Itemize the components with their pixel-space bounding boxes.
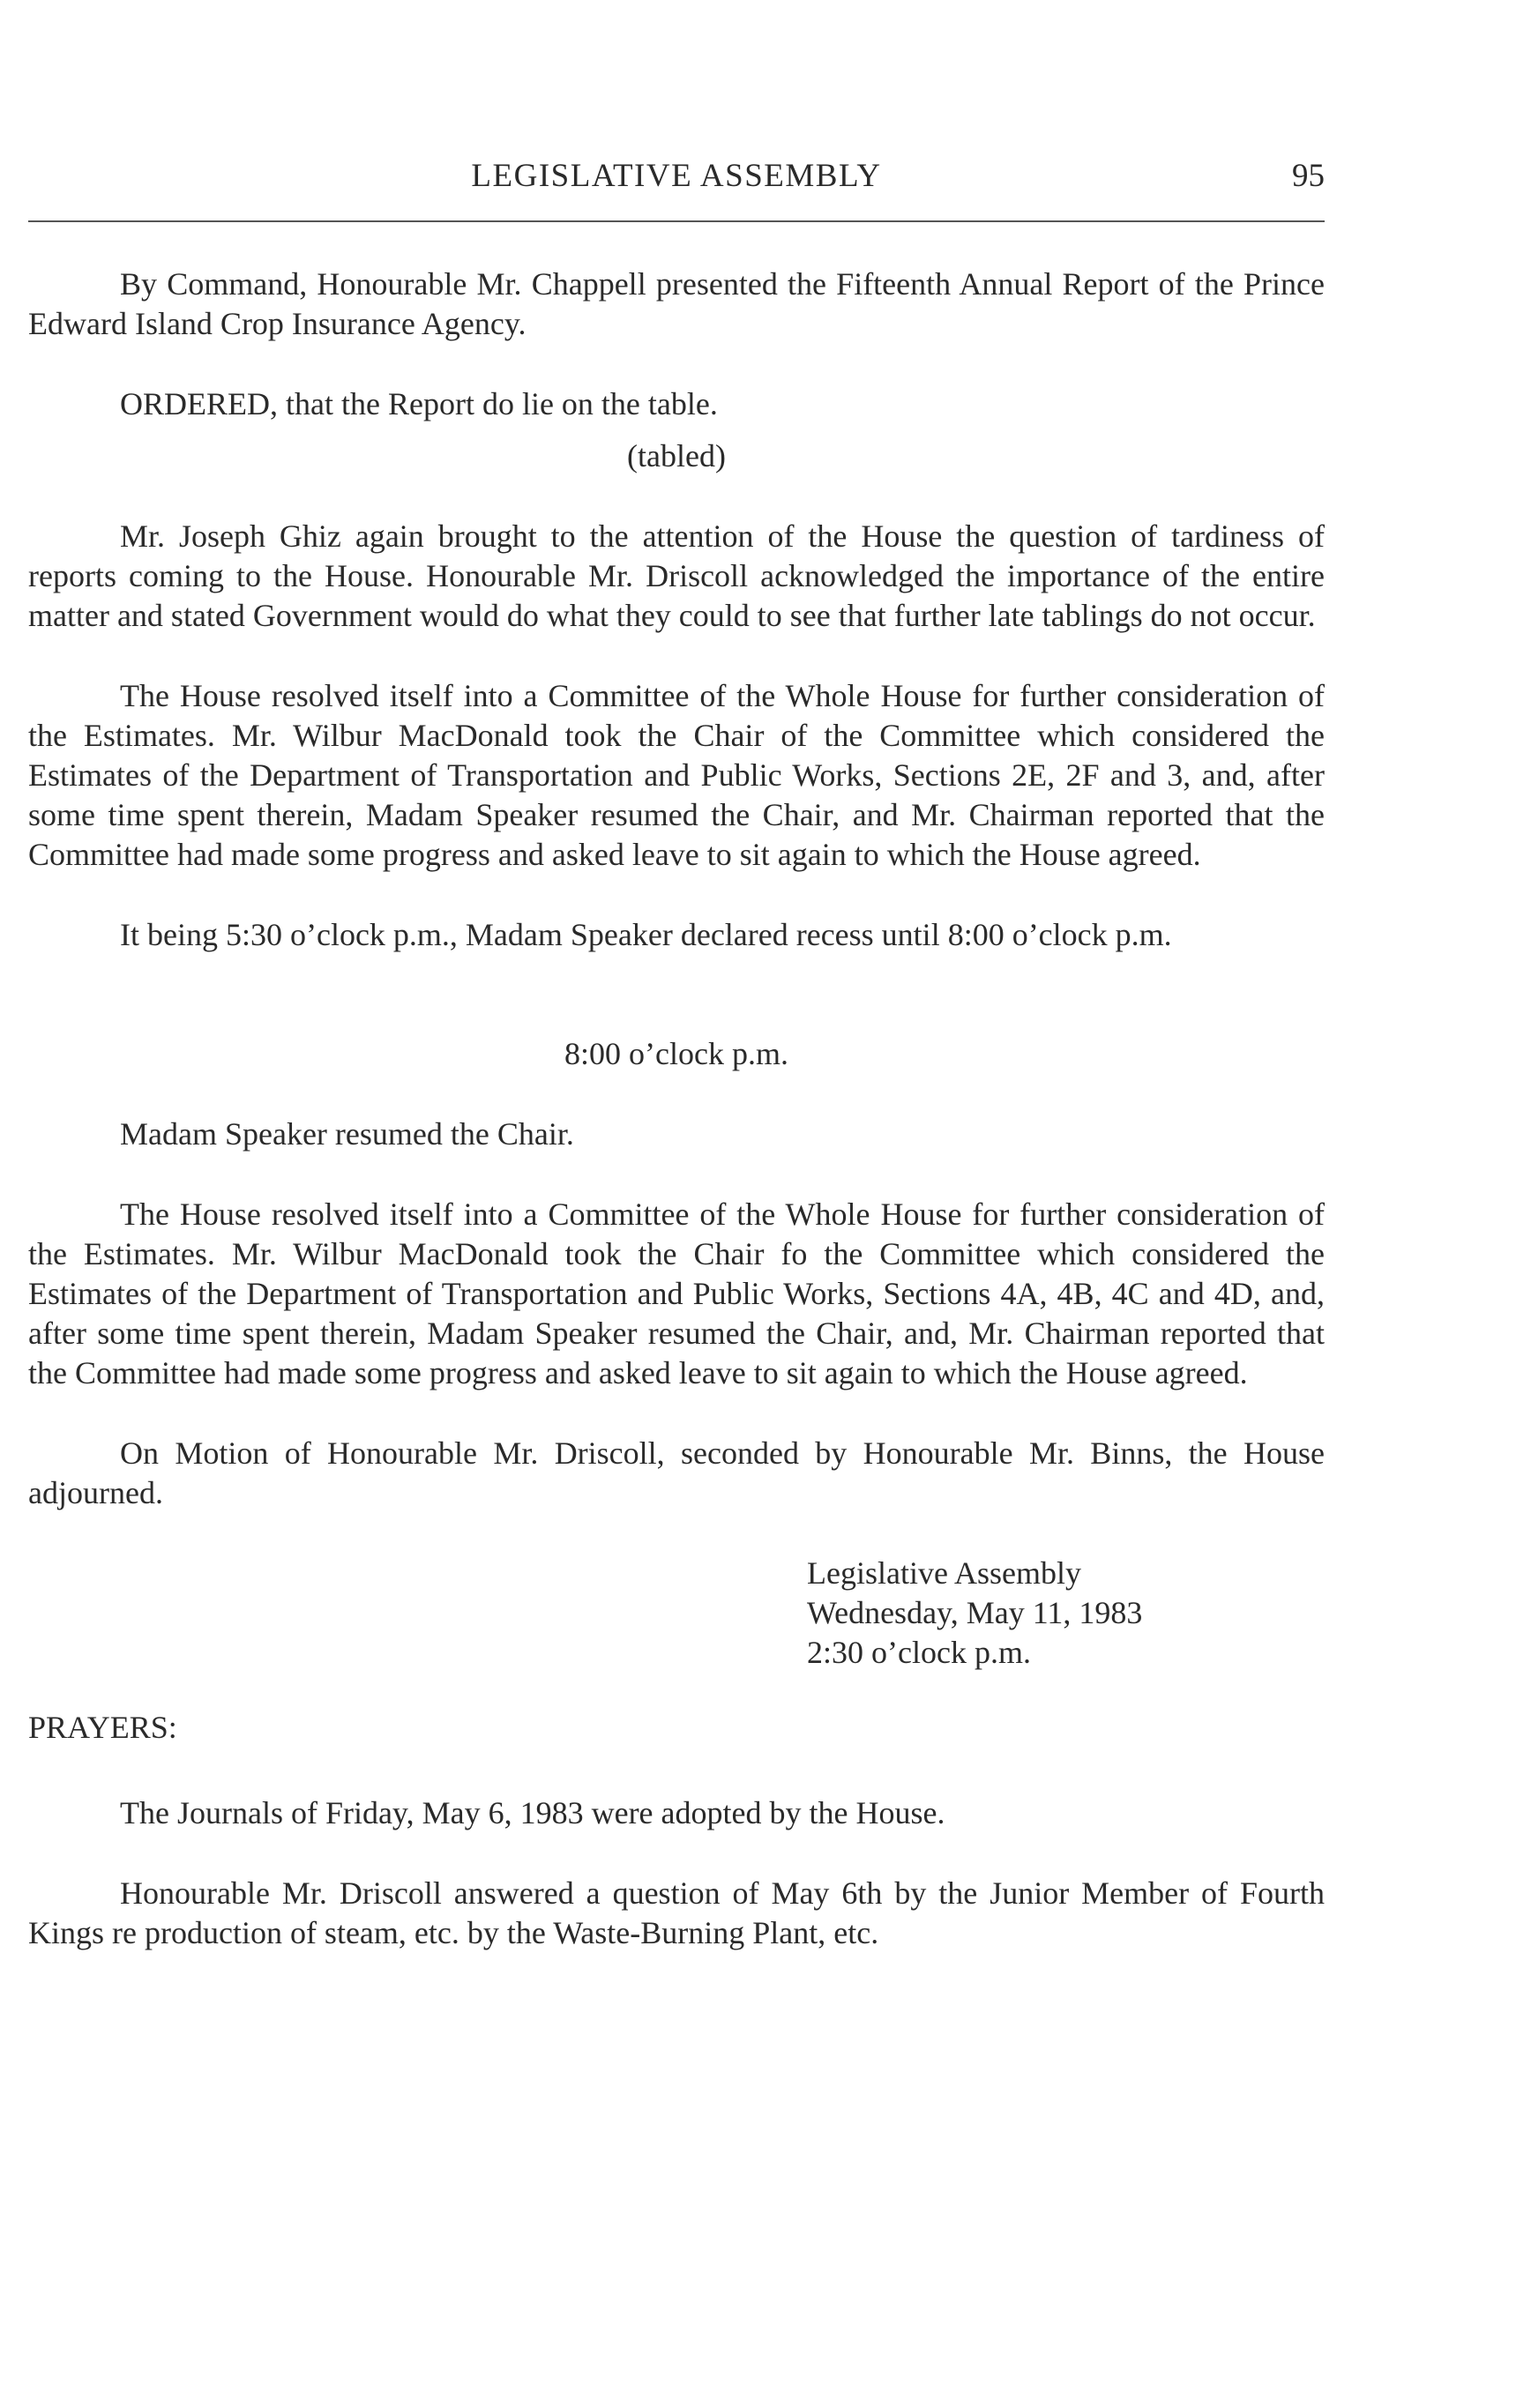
paragraph-recess: It being 5:30 o’clock p.m., Madam Speaker declared recess until 8:00 o’clock p.m. (120, 917, 1172, 952)
session-time: 2:30 o’clock p.m. (807, 1635, 1031, 1670)
session-date: Wednesday, May 11, 1983 (807, 1595, 1143, 1630)
header-rule (28, 220, 1325, 222)
paragraph-journals-adopted: The Journals of Friday, May 6, 1983 were adopted by the House. (120, 1795, 945, 1830)
session-heading (28, 1554, 1325, 1673)
session-assembly: Legislative Assembly (807, 1555, 1081, 1591)
document-body (28, 265, 1325, 1953)
paragraph-ordered: ORDERED, that the Report do lie on the table. (120, 386, 718, 421)
paragraph-committee-1: The House resolved itself into a Committee of the Whole House for further consideration of the Estimates. Mr. Wilbur MacDonald took the Chair of the Committee which considered the Estimates of the Department of Transportation and Public Works, Sections 2E, 2F and 3, and, after some time spent therein, Madam Speaker resumed the Chair, and Mr. Chairman reported that the Committee had made some progress and asked leave to sit again to which the House agreed. (28, 678, 1325, 872)
page-header (28, 150, 1325, 203)
paragraph-waste-burning: Honourable Mr. Driscoll answered a question of May 6th by the Junior Member of Fourth Kings re production of steam, etc. by the Waste-Burning Plant, etc. (28, 1875, 1325, 1950)
page-number: 95 (1292, 158, 1325, 194)
paragraph-committee-2: The House resolved itself into a Committee of the Whole House for further consideration of the Estimates. Mr. Wilbur MacDonald took the Chair fo the Committee which considered the Estimates of the Department of Transportation and Public Works, Sections 4A, 4B, 4C and 4D, and, after some time spent therein, Madam Speaker resumed the Chair, and, Mr. Chairman reported that the Committee had made some progress and asked leave to sit again to which the House agreed. (28, 1197, 1325, 1390)
paragraph-tardiness: Mr. Joseph Ghiz again brought to the attention of the House the question of tardiness of reports coming to the House. Honourable Mr. Driscoll acknowledged the importance of the entire matter and stated Government would do what they could to see that further late tablings do not occur. (28, 518, 1325, 633)
paragraph-crop-insurance-report: By Command, Honourable Mr. Chappell presented the Fifteenth Annual Report of the Prince Edward Island Crop Insurance Agency. (28, 266, 1325, 341)
paragraph-speaker-resumed: Madam Speaker resumed the Chair. (120, 1116, 574, 1152)
tabled-note: (tabled) (627, 438, 726, 473)
running-title: LEGISLATIVE ASSEMBLY (471, 158, 882, 194)
evening-time-heading: 8:00 o’clock p.m. (564, 1036, 788, 1071)
prayers-heading: PRAYERS: (28, 1710, 177, 1745)
paragraph-adjourned: On Motion of Honourable Mr. Driscoll, seconded by Honourable Mr. Binns, the House adjourned. (28, 1435, 1325, 1510)
